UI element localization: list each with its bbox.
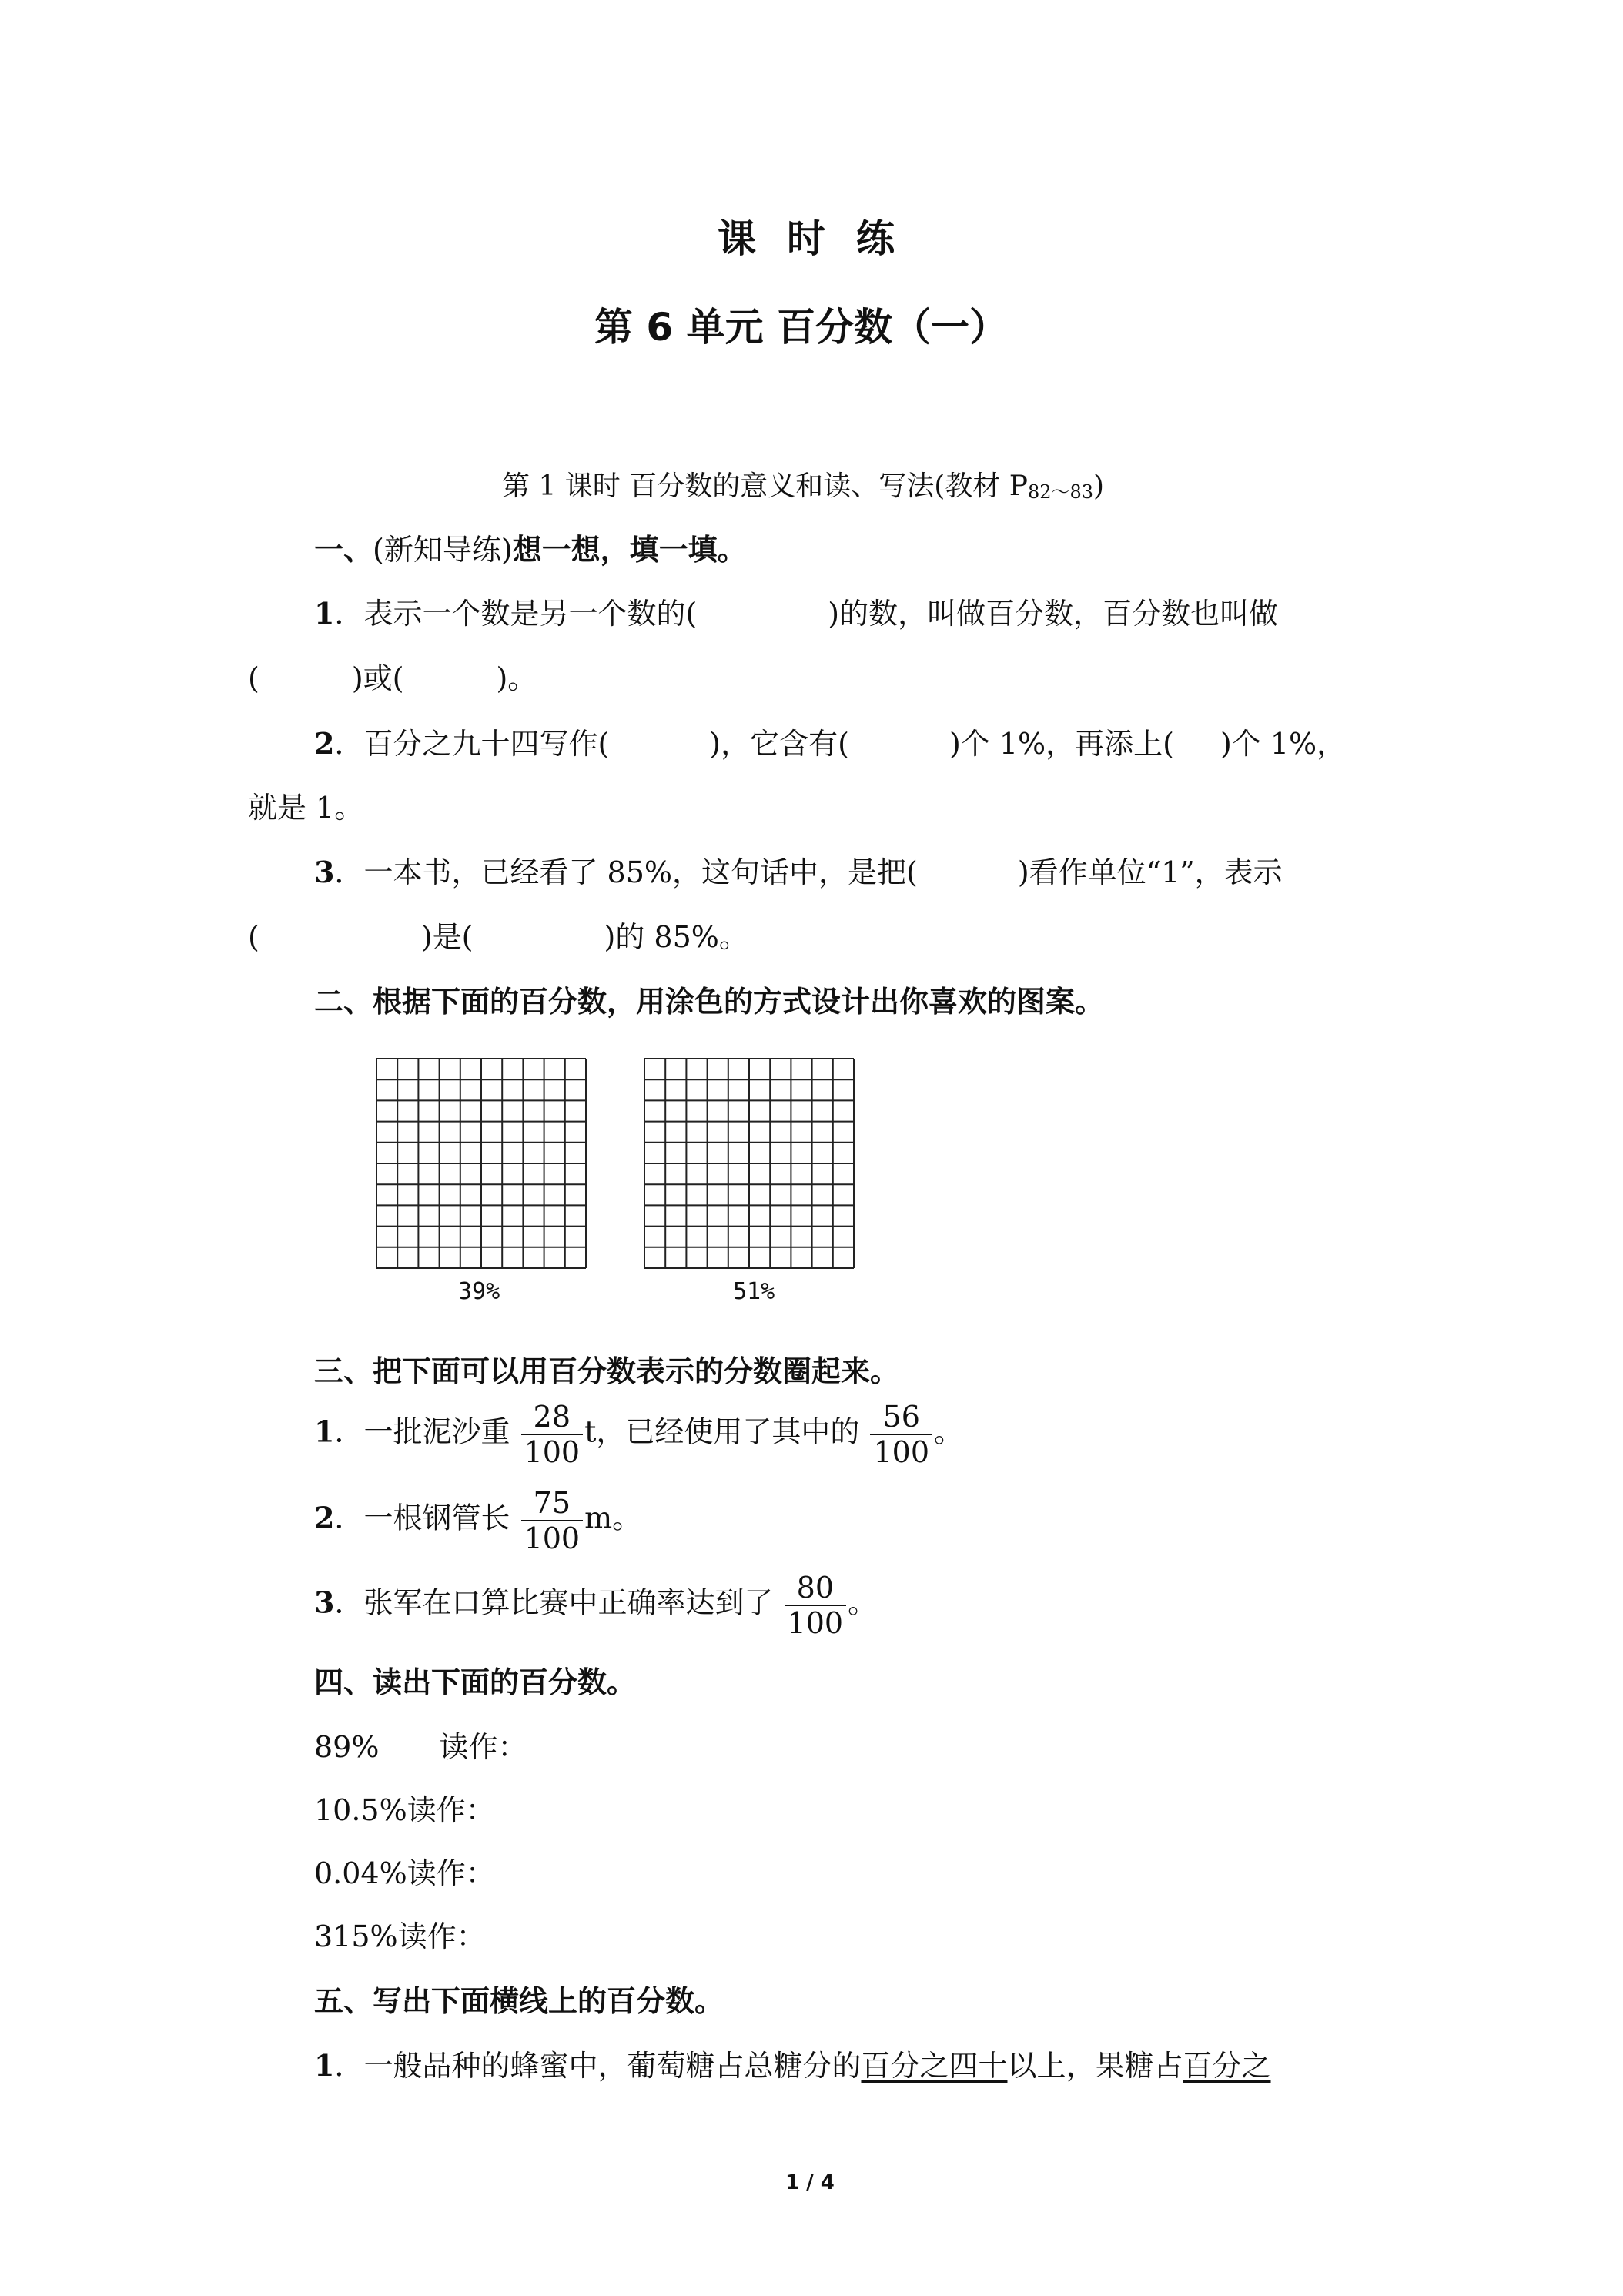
grid-label-51: 51% — [733, 1278, 775, 1305]
read-item-1: 89% 读作： — [314, 1730, 527, 1764]
s1-q1-line2: ( )或( )。 — [248, 661, 537, 695]
s1-q2-line2: 就是 1。 — [248, 791, 364, 825]
s3-q1: 1．一批泥沙重 $\frac{28}{100}$ t，已经使用了其中的 $\frac{56}{100}$ 。 — [314, 1400, 964, 1469]
fraction-80-100[interactable]: $\frac{80}{100}$ — [785, 1571, 847, 1640]
section-4-heading: 四、读出下面的百分数。 — [314, 1665, 637, 1699]
grid-51-percent[interactable] — [644, 1058, 855, 1269]
read-item-2: 10.5%读作： — [314, 1793, 495, 1827]
s3-q3: 3．张军在口算比赛中正确率达到了 $\frac{80}{100}$ 。 — [314, 1571, 878, 1640]
s1-q1-line1: 1．表示一个数是另一个数的( )的数，叫做百分数，百分数也叫做 — [314, 596, 1279, 631]
section-3-heading: 三、把下面可以用百分数表示的分数圈起来。 — [314, 1354, 900, 1388]
read-item-3: 0.04%读作： — [314, 1856, 495, 1890]
grid-39-percent[interactable] — [376, 1058, 587, 1269]
s1-q3-line2: ( )是( )的 85%。 — [248, 920, 748, 954]
section-1-heading: 一、(新知导练)想一想，填一填。 — [314, 533, 747, 567]
lesson-title: 第 1 课时 百分数的意义和读、写法(教材 $P_{82\sim 83}$) — [502, 470, 1105, 503]
unit-title: 第 6 单元 百分数（一） — [594, 305, 1009, 350]
s1-q3-line1: 3．一本书，已经看了 85%，这句话中，是把( )看作单位“1”，表示 — [314, 855, 1283, 889]
fraction-75-100[interactable]: $\frac{75}{100}$ — [521, 1486, 584, 1555]
section-2-heading: 二、根据下面的百分数，用涂色的方式设计出你喜欢的图案。 — [314, 985, 1105, 1019]
fraction-56-100[interactable]: $\frac{56}{100}$ — [870, 1400, 932, 1469]
grid-label-39: 39% — [458, 1278, 500, 1305]
s1-q2-line1: 2．百分之九十四写作( )，它含有( )个 1%，再添上( )个 1%， — [314, 726, 1347, 761]
read-item-4: 315%读作： — [314, 1919, 486, 1953]
page-number: 1 / 4 — [785, 2171, 835, 2194]
s5-q1: 1．一般品种的蜂蜜中，葡萄糖占总糖分的百分之四十以上，果糖占百分之 — [314, 2048, 1271, 2083]
s3-q2: 2．一根钢管长 $\frac{75}{100}$ m。 — [314, 1486, 642, 1555]
page-title: 课时练 — [718, 216, 925, 261]
section-5-heading: 五、写出下面横线上的百分数。 — [314, 1984, 724, 2018]
fraction-28-100[interactable]: $\frac{28}{100}$ — [521, 1400, 584, 1469]
